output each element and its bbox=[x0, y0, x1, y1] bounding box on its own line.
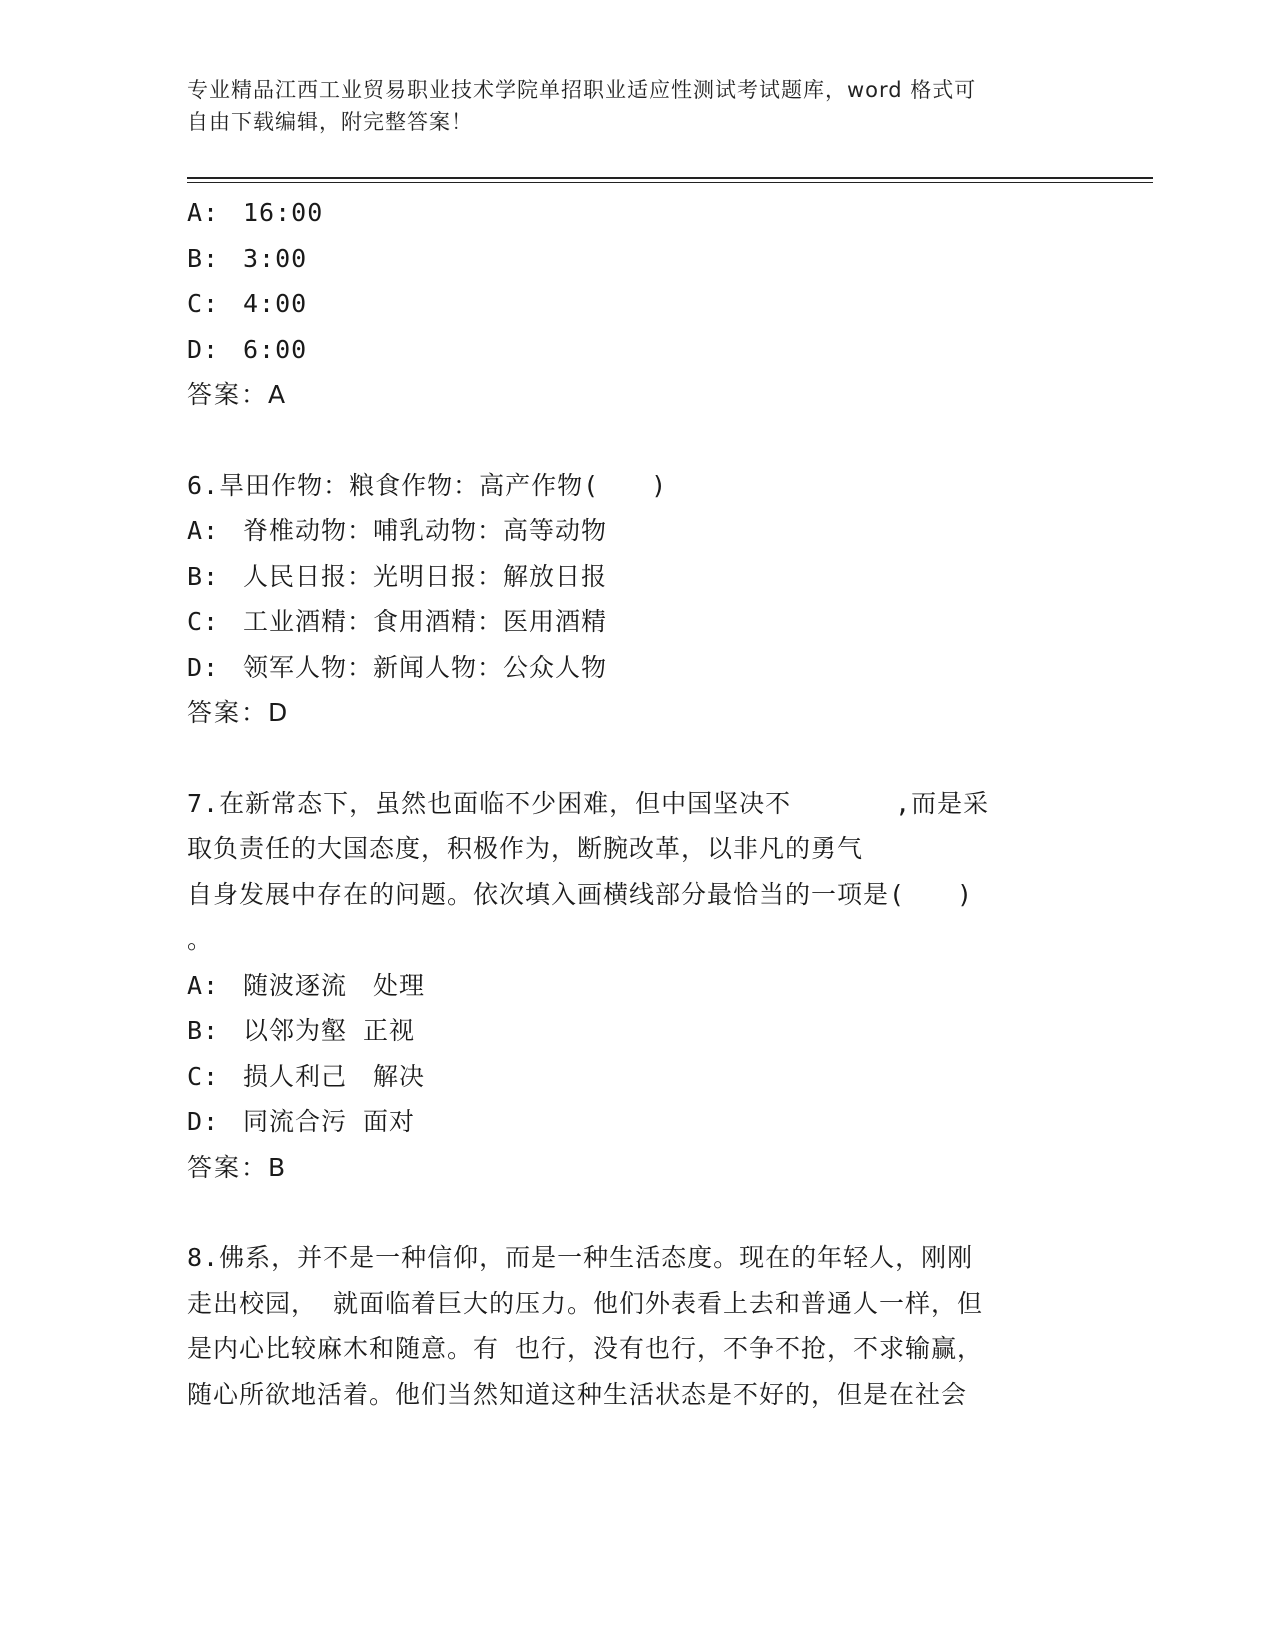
option-d: D: 领军人物：新闻人物：公众人物 bbox=[187, 652, 608, 682]
header-rule-thin bbox=[187, 182, 1153, 183]
option-c: C: 4:00 bbox=[187, 289, 308, 318]
question-8-stem-line: 随心所欲地活着。他们当然知道这种生活状态是不好的，但是在社会 bbox=[187, 1379, 968, 1409]
question-8-stem-line: 走出校园， 就面临着巨大的压力。他们外表看上去和普通人一样，但 bbox=[187, 1288, 984, 1318]
answer-7: 答案：B bbox=[187, 1152, 288, 1182]
option-a: A: 脊椎动物：哺乳动物：高等动物 bbox=[187, 516, 608, 545]
header-line-2: 自由下载编辑，附完整答案！ bbox=[187, 110, 473, 134]
question-body bbox=[187, 190, 1087, 1417]
question-7-stem-line: 。 bbox=[187, 925, 214, 954]
header-rule-thick bbox=[187, 177, 1153, 179]
option-a: A: 16:00 bbox=[187, 198, 324, 227]
option-d: D: 同流合污 面对 bbox=[187, 1107, 416, 1136]
option-b: B: 人民日报：光明日报：解放日报 bbox=[187, 561, 608, 591]
question-5-options bbox=[187, 190, 1087, 372]
page-header bbox=[187, 74, 1067, 138]
question-6-stem: 6.旱田作物：粮食作物：高产作物( ) bbox=[187, 470, 668, 500]
question-7-stem-line: 取负责任的大国态度，积极作为，断腕改革，以非凡的勇气 bbox=[187, 834, 864, 863]
option-c: C: 损人利己 解决 bbox=[187, 1061, 426, 1091]
option-a: A: 随波逐流 处理 bbox=[187, 970, 426, 1000]
option-d: D: 6:00 bbox=[187, 334, 308, 364]
question-8-stem-line: 是内心比较麻木和随意。有 也行，没有也行，不争不抢，不求输赢， bbox=[187, 1334, 984, 1363]
answer-6: 答案：D bbox=[187, 698, 290, 727]
answer-5: 答案：A bbox=[187, 380, 288, 409]
question-7-stem-line: 7.在新常态下，虽然也面临不少困难，但中国坚决不 ,而是采 bbox=[187, 788, 990, 818]
question-8-stem-line: 8.佛系，并不是一种信仰，而是一种生活态度。现在的年轻人，刚刚 bbox=[187, 1243, 974, 1272]
option-b: B: 3:00 bbox=[187, 243, 308, 273]
header-line-1: 专业精品江西工业贸易职业技术学院单招职业适应性测试考试题库，word 格式可 bbox=[187, 78, 977, 102]
question-7-stem-line: 自身发展中存在的问题。依次填入画横线部分最恰当的一项是( ) bbox=[187, 879, 974, 909]
option-b: B: 以邻为壑 正视 bbox=[187, 1016, 416, 1045]
option-c: C: 工业酒精：食用酒精：医用酒精 bbox=[187, 607, 608, 636]
